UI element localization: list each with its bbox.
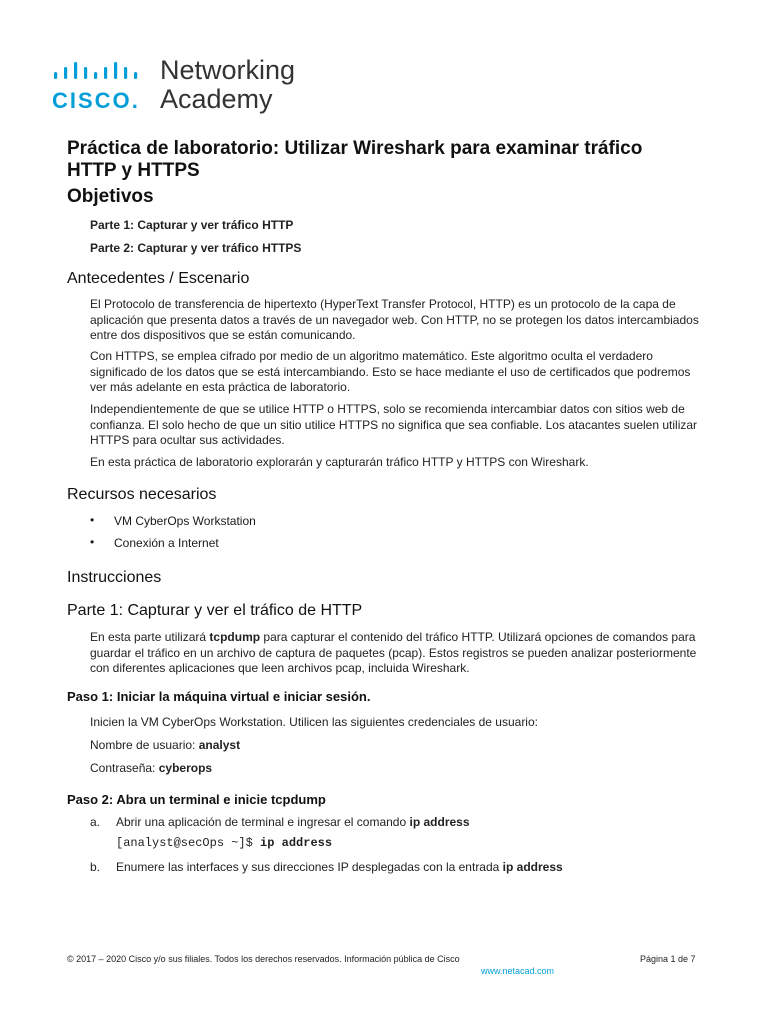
paso2-heading: Paso 2: Abra un terminal e inicie tcpdump — [67, 792, 326, 807]
objetivos-heading: Objetivos — [67, 186, 154, 207]
footer-copyright: © 2017 – 2020 Cisco y/o sus filiales. Todos los derechos reservados. Información pública de Cisco — [67, 954, 460, 964]
recursos-list — [90, 514, 256, 558]
paragraph: Independientemente de que se utilice HTTP o HTTPS, solo se recomienda intercambiar datos con sitios web de confianza. El solo hecho de que un sitio utilice HTTPS no significa que sea confiable. Los atacantes suelen utilizar HTTPS para ocultar sus actividades. — [90, 402, 698, 447]
step-a: a. Abrir una aplicación de terminal e ingresar el comando ip address — [90, 815, 470, 829]
step-b: b. Enumere las interfaces y sus direcciones IP desplegadas con la entrada ip address — [90, 860, 563, 874]
paragraph: El Protocolo de transferencia de hipertexto (HyperText Transfer Protocol, HTTP) es un protocolo de la capa de aplicación que presenta datos a través de un navegador web. Con HTTP, no se protegen los datos intercambiados entre dos dispositivos que se están comunicando. — [90, 297, 699, 342]
command-line: [analyst@secOps ~]$ ip address — [116, 836, 333, 850]
username-line: Nombre de usuario: analyst — [90, 738, 241, 752]
page-title: Práctica de laboratorio: Utilizar Wireshark para examinar tráfico HTTP y HTTPS — [67, 138, 643, 181]
list-item: • Conexión a Internet — [90, 536, 256, 558]
recursos-heading: Recursos necesarios — [67, 486, 217, 503]
list-item: • VM CyberOps Workstation — [90, 514, 256, 536]
instrucciones-heading: Instrucciones — [67, 569, 162, 586]
parte1-heading: Parte 1: Capturar y ver el tráfico de HTTP — [67, 602, 363, 619]
logo-title: Networking Academy — [160, 55, 296, 114]
password-line: Contraseña: cyberops — [90, 761, 213, 775]
footer-link[interactable]: www.netacad.com — [481, 966, 555, 976]
antecedentes-heading: Antecedentes / Escenario — [67, 270, 250, 287]
cisco-bars-icon — [54, 60, 146, 84]
paragraph: En esta práctica de laboratorio explorarán y capturarán tráfico HTTP y HTTPS con Wireshark. — [90, 455, 589, 469]
cisco-wordmark: CISCO. — [52, 88, 140, 113]
paragraph: Inicien la VM CyberOps Workstation. Utilicen las siguientes credenciales de usuario: — [90, 715, 538, 729]
objetivo-item: Parte 1: Capturar y ver tráfico HTTP — [90, 218, 294, 232]
footer-page-number: Página 1 de 7 — [640, 954, 696, 964]
cisco-networking-academy-logo — [52, 55, 312, 118]
paso1-heading: Paso 1: Iniciar la máquina virtual e iniciar sesión. — [67, 689, 371, 704]
paragraph: Con HTTPS, se emplea cifrado por medio de un algoritmo matemático. Este algoritmo oculta el verdadero significado de los datos que se está intercambiando. Esto se hace mediante el uso de certificados que podremos ver más adelante en esta práctica de laboratorio. — [90, 349, 691, 394]
objetivo-item: Parte 2: Capturar y ver tráfico HTTPS — [90, 241, 302, 255]
paragraph: En esta parte utilizará tcpdump para capturar el contenido del tráfico HTTP. Utilizará opciones de comandos para guardar el tráfico en un archivo de captura de paquetes (pcap). Estos registros se pueden analizar posteriormente con diferentes aplicaciones que leen archivos pcap, incluida Wireshark. — [90, 630, 697, 675]
